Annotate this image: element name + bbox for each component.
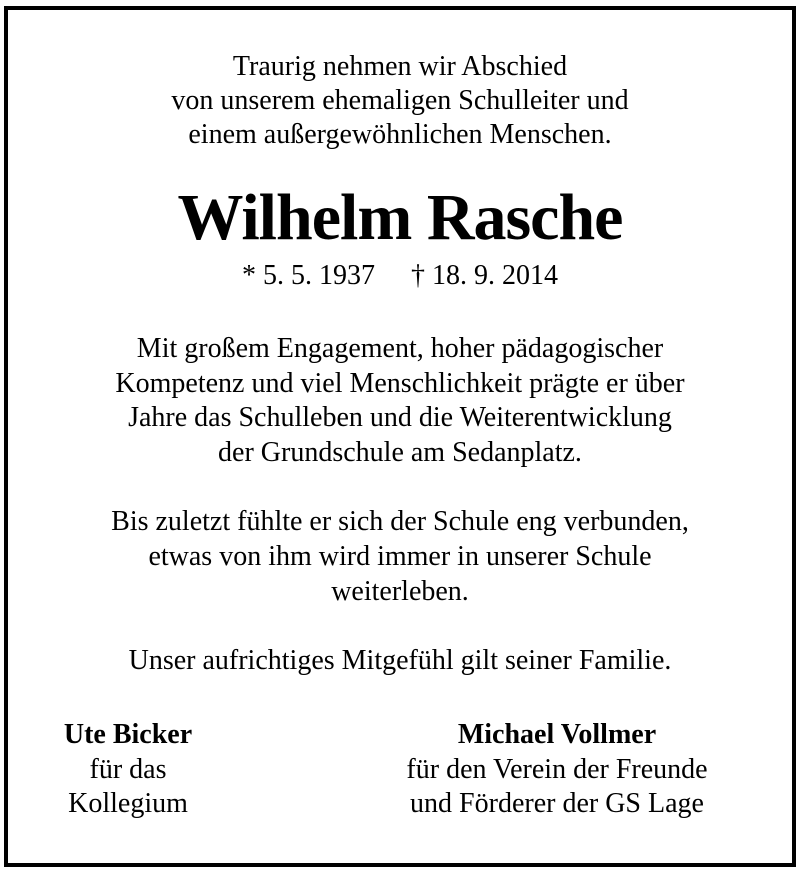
tribute-paragraph: [0, 332, 800, 470]
life-dates: [0, 258, 800, 294]
signer-role: für den Verein der Freunde: [406, 753, 708, 785]
connection-line: weiterleben.: [331, 576, 469, 607]
connection-line: Bis zuletzt fühlte er sich der Schule eng verbunden,: [111, 506, 689, 537]
intro-line: Traurig nehmen wir Abschied: [232, 51, 568, 82]
signer-name: Michael Vollmer: [457, 719, 657, 750]
intro-line: einem außergewöhnlichen Menschen.: [188, 119, 612, 150]
connection-line: etwas von ihm wird immer in unserer Schule: [148, 541, 652, 572]
deceased-name: Wilhelm Rasche: [177, 181, 623, 254]
intro-line: von unserem ehemaligen Schulleiter und: [171, 85, 629, 116]
birth-date: * 5. 5. 1937: [242, 260, 375, 291]
tribute-line: Jahre das Schulleben und die Weiterentwicklung: [128, 402, 672, 433]
signer-name: Ute Bicker: [63, 719, 193, 750]
signer-role: für das: [89, 753, 167, 785]
tribute-line: Mit großem Engagement, hoher pädagogischer: [136, 333, 664, 364]
tribute-line: der Grundschule am Sedanplatz.: [218, 436, 582, 468]
condolence-text: Unser aufrichtiges Mitgefühl gilt seiner Familie.: [128, 645, 672, 676]
intro-text: [0, 50, 800, 152]
tribute-line: Kompetenz und viel Menschlichkeit prägte er über: [115, 367, 685, 399]
signer-role: und Förderer der GS Lage: [410, 788, 704, 819]
death-date: † 18. 9. 2014: [411, 260, 558, 291]
signature-left: [28, 718, 228, 822]
signer-role: Kollegium: [68, 788, 188, 819]
signature-right: [345, 718, 769, 822]
connection-paragraph: [0, 504, 800, 609]
